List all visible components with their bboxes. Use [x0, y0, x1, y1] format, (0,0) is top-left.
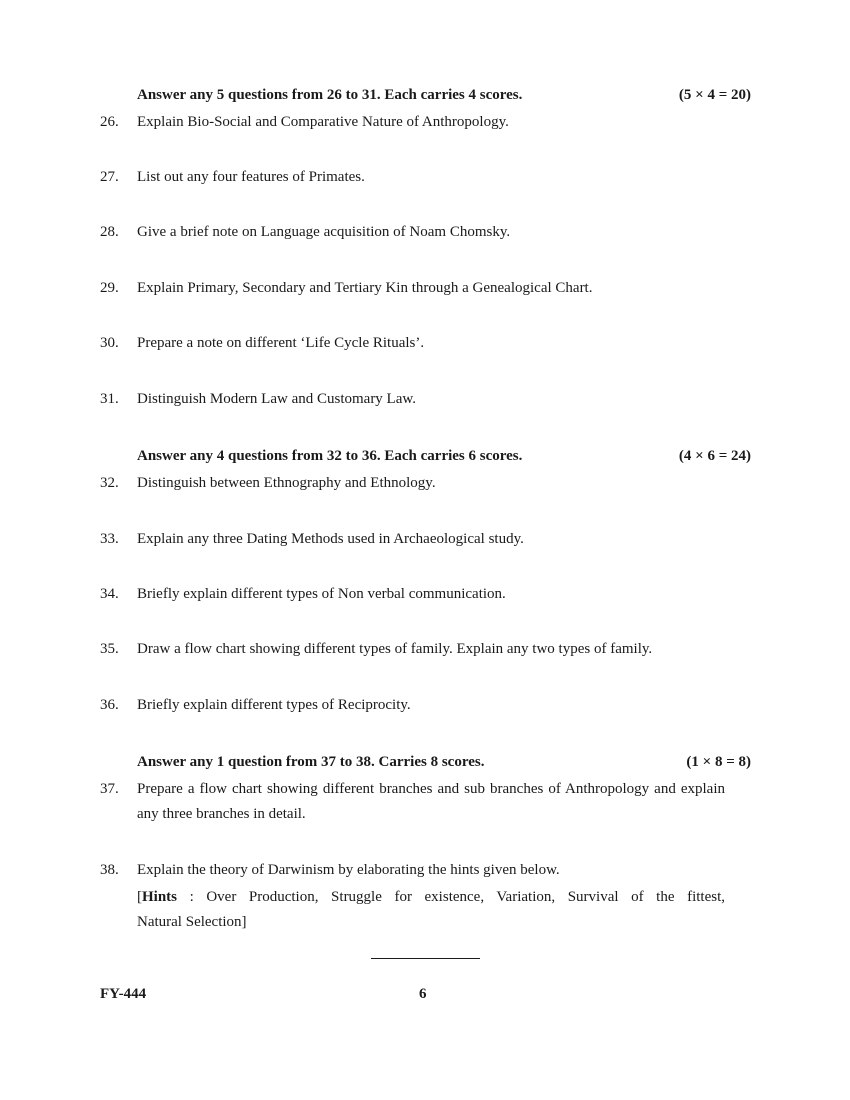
question-number: 33. [100, 531, 119, 547]
question-text: Distinguish Modern Law and Customary Law. [137, 391, 416, 407]
question-number: 34. [100, 586, 119, 602]
hints-label: Hints [142, 889, 178, 905]
hints-line-2: Natural Selection] [137, 914, 247, 930]
section-instruction-text: Answer any 5 questions from 26 to 31. Each carries 4 scores. [137, 87, 523, 103]
end-rule [371, 958, 480, 959]
question-text: Distinguish between Ethnography and Ethnology. [137, 475, 436, 491]
question-text: Explain Bio-Social and Comparative Nature of Anthropology. [137, 114, 509, 130]
question-number: 28. [100, 224, 119, 240]
question-text: Prepare a flow chart showing different branches and sub branches of Anthropology and explain any three branches in detail. [137, 781, 725, 822]
question-number: 37. [100, 781, 119, 797]
question-text: Prepare a note on different ‘Life Cycle Rituals’. [137, 335, 425, 351]
question-text: Give a brief note on Language acquisition of Noam Chomsky. [137, 224, 511, 240]
section-instruction-text: Answer any 4 questions from 32 to 36. Each carries 6 scores. [137, 448, 523, 464]
question-number: 31. [100, 391, 119, 407]
question-number: 32. [100, 475, 119, 491]
page-number: 6 [419, 986, 427, 1002]
question-number: 27. [100, 169, 119, 185]
question-number: 26. [100, 114, 119, 130]
question-number: 38. [100, 862, 119, 878]
section-instruction-text: Answer any 1 question from 37 to 38. Carries 8 scores. [137, 754, 485, 770]
question-text: Draw a flow chart showing different types of family. Explain any two types of family. [137, 641, 653, 657]
hint-open-bracket: [ [137, 889, 142, 905]
section-marks: (4 × 6 = 24) [678, 448, 751, 464]
paper-code: FY-444 [100, 986, 147, 1002]
section-marks: (5 × 4 = 20) [678, 87, 751, 103]
question-number: 36. [100, 697, 119, 713]
question-number: 29. [100, 280, 119, 296]
hints-text: : Over Production, Struggle for existence, Variation, Survival of the fittest, [177, 889, 725, 905]
section-marks: (1 × 8 = 8) [686, 754, 751, 770]
question-number: 35. [100, 641, 119, 657]
question-number: 30. [100, 335, 119, 351]
question-text: Explain the theory of Darwinism by elaborating the hints given below. [137, 862, 560, 878]
question-text: Briefly explain different types of Non verbal communication. [137, 586, 506, 602]
question-text: Explain any three Dating Methods used in Archaeological study. [137, 531, 524, 547]
question-text: Briefly explain different types of Reciprocity. [137, 697, 411, 713]
hints-line [137, 885, 725, 910]
question-text: List out any four features of Primates. [137, 169, 365, 185]
question-text: Explain Primary, Secondary and Tertiary Kin through a Genealogical Chart. [137, 280, 593, 296]
